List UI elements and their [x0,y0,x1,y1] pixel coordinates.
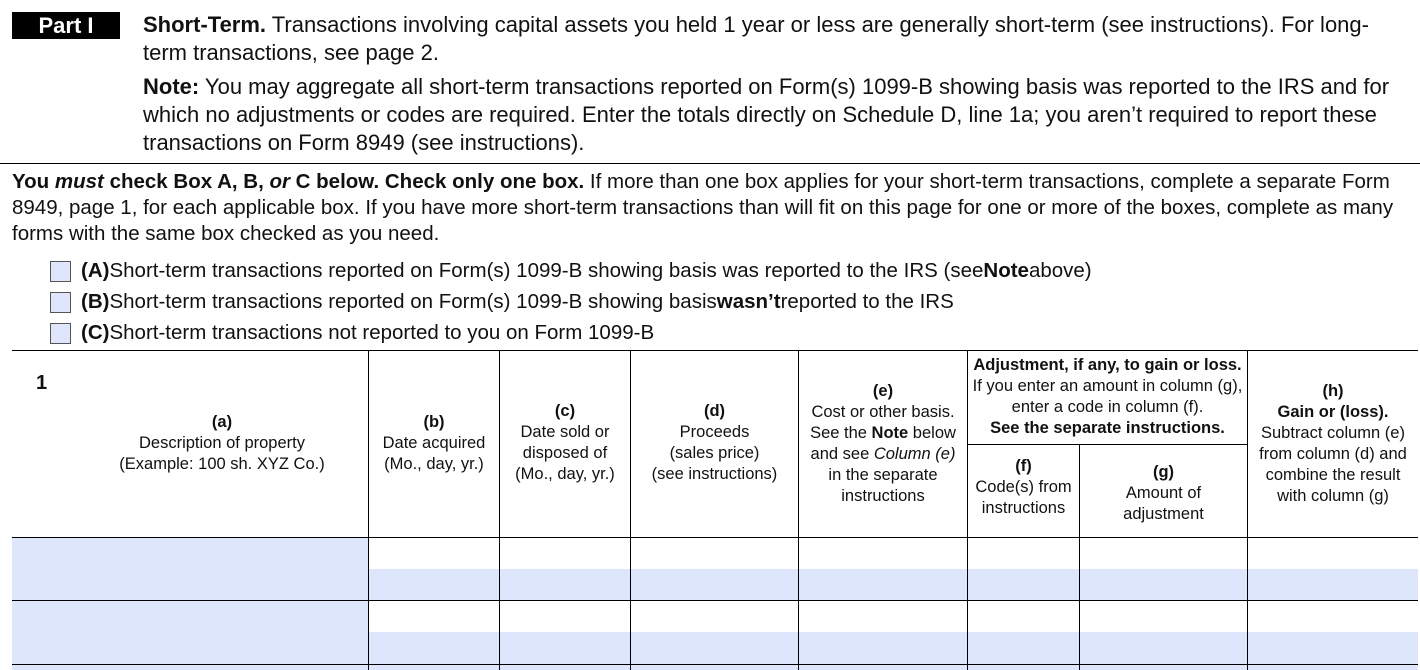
col-g-letter: (g) [1152,463,1175,481]
col-e-line5: instructions [841,487,925,505]
col-g-header [1080,462,1247,525]
note-text: You may aggregate all short-term transactions reported on Form(s) 1099-B showing basis was reported to the IRS and for which no adjustments or codes are required. Enter the totals directly on Schedule D, line 1a; you aren’t required to report these transactions on Form 8949 (see instructions). [143,74,1390,155]
adjustment-divider [967,444,1248,445]
col-h-letter: (h) [1322,382,1344,400]
part-description [143,11,1408,157]
col-g-line1: Amount of [1125,484,1202,502]
transactions-table [12,350,1418,670]
col-h-line4: combine the result [1265,466,1401,484]
checkbox-b[interactable] [50,292,71,313]
checkbox-row-c [50,320,654,346]
col-g-line2: adjustment [1123,505,1204,523]
instr-bold-3: C below. Check only one box. [289,170,585,193]
checkbox-c-text: Short-term transactions not reported to you on Form 1099-B [109,321,655,344]
col-c-border [499,350,500,670]
adjustment-line3: enter a code in column (f). [1011,398,1204,416]
section-divider [0,163,1420,164]
checkbox-a-text-2: above) [1028,259,1092,282]
col-d-line2: (sales price) [669,444,760,462]
col-d-line3: (see instructions) [651,465,778,483]
col-e-line3a: and see [810,445,874,463]
instr-rest: If more than one box applies for your short-term transactions, complete a separate Form 8949, page 1, for each applicable box. If you have more short-term transactions than will fit on this page for one or more of the boxes, complete as many forms with the same box checked as you need. [12,170,1394,245]
col-d-border [630,350,631,670]
col-b-letter: (b) [423,413,445,431]
adjustment-header [968,355,1247,439]
col-d-letter: (d) [703,402,726,420]
col-c-letter: (c) [554,402,576,420]
col-e-column-ref: Column (e) [873,445,956,463]
row-2-description-input[interactable] [12,600,368,670]
adjustment-title: Adjustment, if any, to gain or loss. [973,356,1242,374]
box-instructions [12,169,1412,247]
instr-or: or [269,170,290,193]
note-label: Note: [143,74,200,99]
checkbox-b-text: Short-term transactions reported on Form(s) 1099-B showing basis [109,290,717,313]
header-bottom-border [12,537,1418,538]
col-c-line2: disposed of [522,444,608,462]
col-c-header [500,401,630,485]
col-c-line1: Date sold or [520,423,610,441]
col-e-line2c: below [908,424,956,442]
col-a-letter: (a) [211,413,233,431]
col-b-line2: (Mo., day, yr.) [384,455,484,473]
col-f-line2: instructions [981,499,1066,517]
col-d-line1: Proceeds [679,423,750,441]
checkbox-a-code: (A) [81,259,110,282]
col-e-note: Note [871,424,909,442]
row-1-description-input[interactable] [12,537,368,600]
checkbox-b-bold: wasn’t [716,290,781,313]
row-2-border [12,664,1418,665]
col-d-header [631,401,798,485]
col-f-letter: (f) [1015,457,1032,475]
row-1-date-acquired-input[interactable] [369,537,499,600]
col-a-line1: Description of property [139,434,305,452]
row-1-proceeds-input[interactable] [631,537,798,600]
adjustment-line2: If you enter an amount in column (g), [972,377,1243,395]
adjustment-line4: See the separate instructions. [990,419,1225,437]
checkbox-row-a [50,258,1092,284]
checkbox-a-bold: Note [983,259,1029,282]
instr-bold-1: You [12,170,55,193]
instr-bold-2: check Box A, B, [103,170,270,193]
col-e-header [799,381,967,507]
row-1-adjustment-input[interactable] [1080,537,1247,600]
col-h-line3: from column (d) and [1259,445,1407,463]
row-1-date-sold-input[interactable] [500,537,630,600]
line-number: 1 [36,372,48,394]
col-e-letter: (e) [872,382,894,400]
checkbox-a[interactable] [50,261,71,282]
part-title: Short-Term. [143,12,267,37]
row-1-gain-loss-input[interactable] [1248,537,1418,600]
part-intro: Transactions involving capital assets you held 1 year or less are generally short-term (see instructions). For long-term transactions, see page 2. [143,12,1369,65]
col-e-line2a: See the [810,424,872,442]
checkbox-b-code: (B) [81,290,110,313]
col-b-line1: Date acquired [382,434,486,452]
checkbox-c-code: (C) [81,321,110,344]
row-1-cost-basis-input[interactable] [799,537,967,600]
table-top-border [12,350,1418,351]
col-f-header [968,456,1079,519]
col-f-line1: Code(s) from [975,478,1072,496]
checkbox-b-text-2: reported to the IRS [780,290,954,313]
col-b-header [369,412,499,475]
col-h-line2: Subtract column (e) [1261,424,1405,442]
col-e-line4: in the separate [828,466,938,484]
col-h-header [1248,381,1418,507]
checkbox-c[interactable] [50,323,71,344]
part-badge: Part I [12,12,120,39]
col-b-border [368,350,369,670]
row-1-border [12,600,1418,601]
col-h-line5: with column (g) [1277,487,1389,505]
instr-must: must [54,170,104,193]
col-h-line1: Gain or (loss). [1277,403,1389,421]
col-e-line1: Cost or other basis. [811,403,955,421]
row-1-code-input[interactable] [968,537,1079,600]
checkbox-row-b [50,289,954,315]
col-a-line2: (Example: 100 sh. XYZ Co.) [119,455,325,473]
row-2-shaded-strip [368,632,1418,664]
checkbox-a-text: Short-term transactions reported on Form(s) 1099-B showing basis was reported to the IRS (see [109,259,984,282]
col-c-line3: (Mo., day, yr.) [515,465,615,483]
